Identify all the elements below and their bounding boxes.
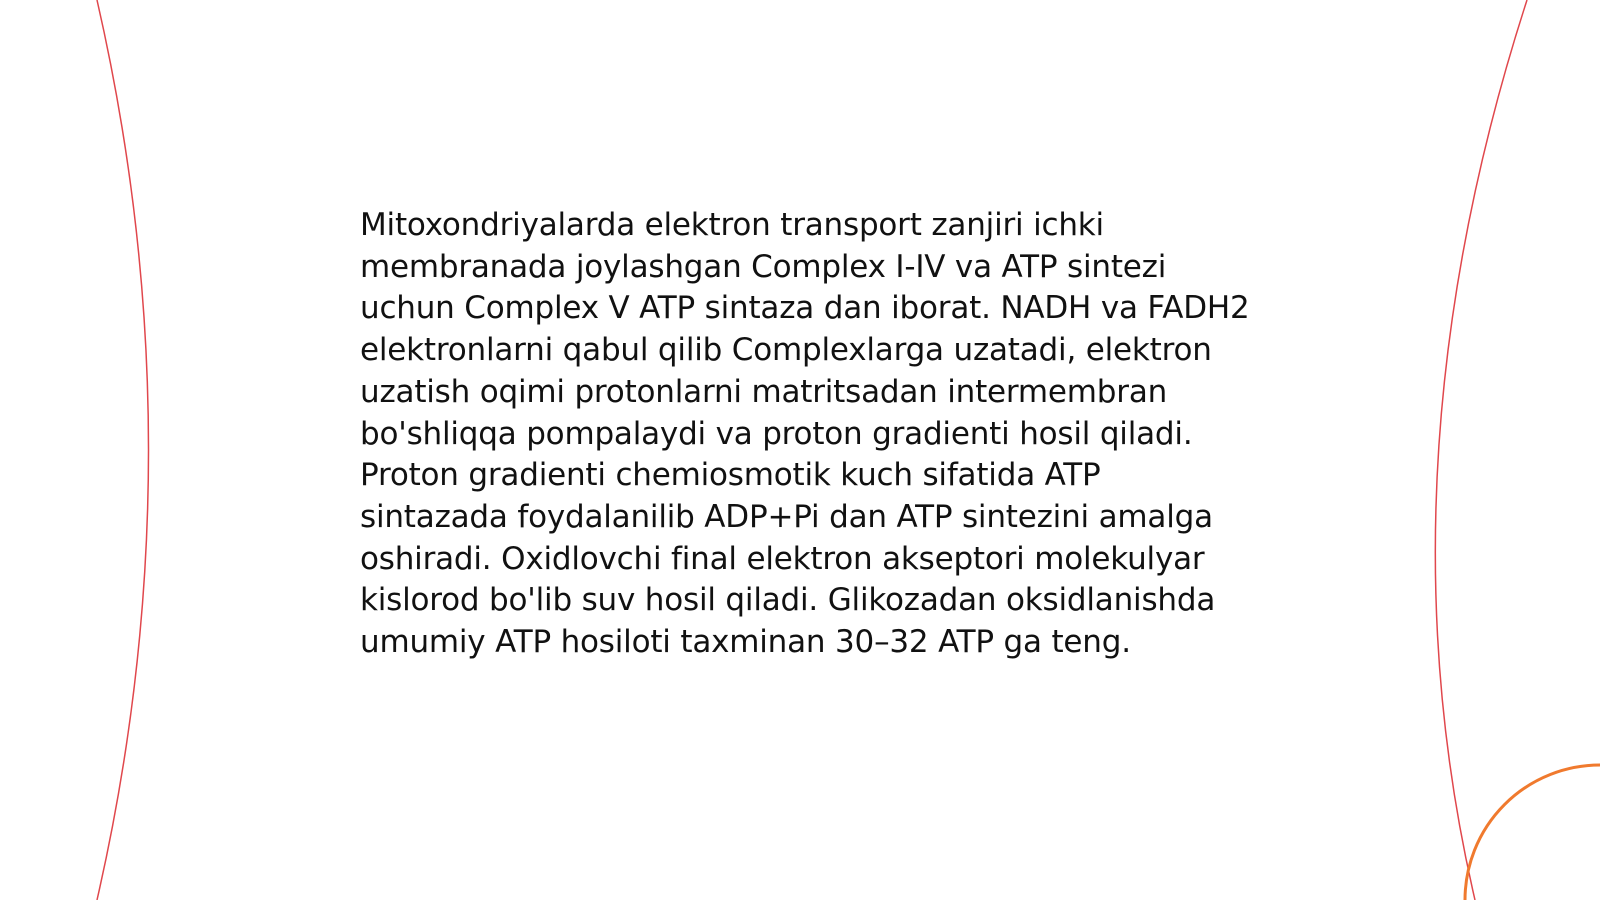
left-arc-decoration: [97, 0, 149, 900]
corner-circle-decoration: [1465, 765, 1600, 900]
right-arc-decoration: [1435, 0, 1527, 900]
body-paragraph: Mitoxondriyalarda elektron transport zanjiri ichki membranada joylashgan Complex I-IV va ATP sintezi uchun Complex V ATP sintaza dan iborat. NADH va FADH2 elektronlarni qabul qilib Complexlarga uzatadi, elektron uzatish oqimi protonlarni matritsadan intermembran bo'shliqqa pompalaydi va proton gradienti hosil qiladi. Proton gradienti chemiosmotik kuch sifatida ATP sintazada foydalanilib ADP+Pi dan ATP sintezini amalga oshiradi. Oxidlovchi final elektron akseptori molekulyar kislorod bo'lib suv hosil qiladi. Glikozadan oksidlanishda umumiy ATP hosiloti taxminan 30–32 ATP ga teng.: [360, 207, 1250, 661]
